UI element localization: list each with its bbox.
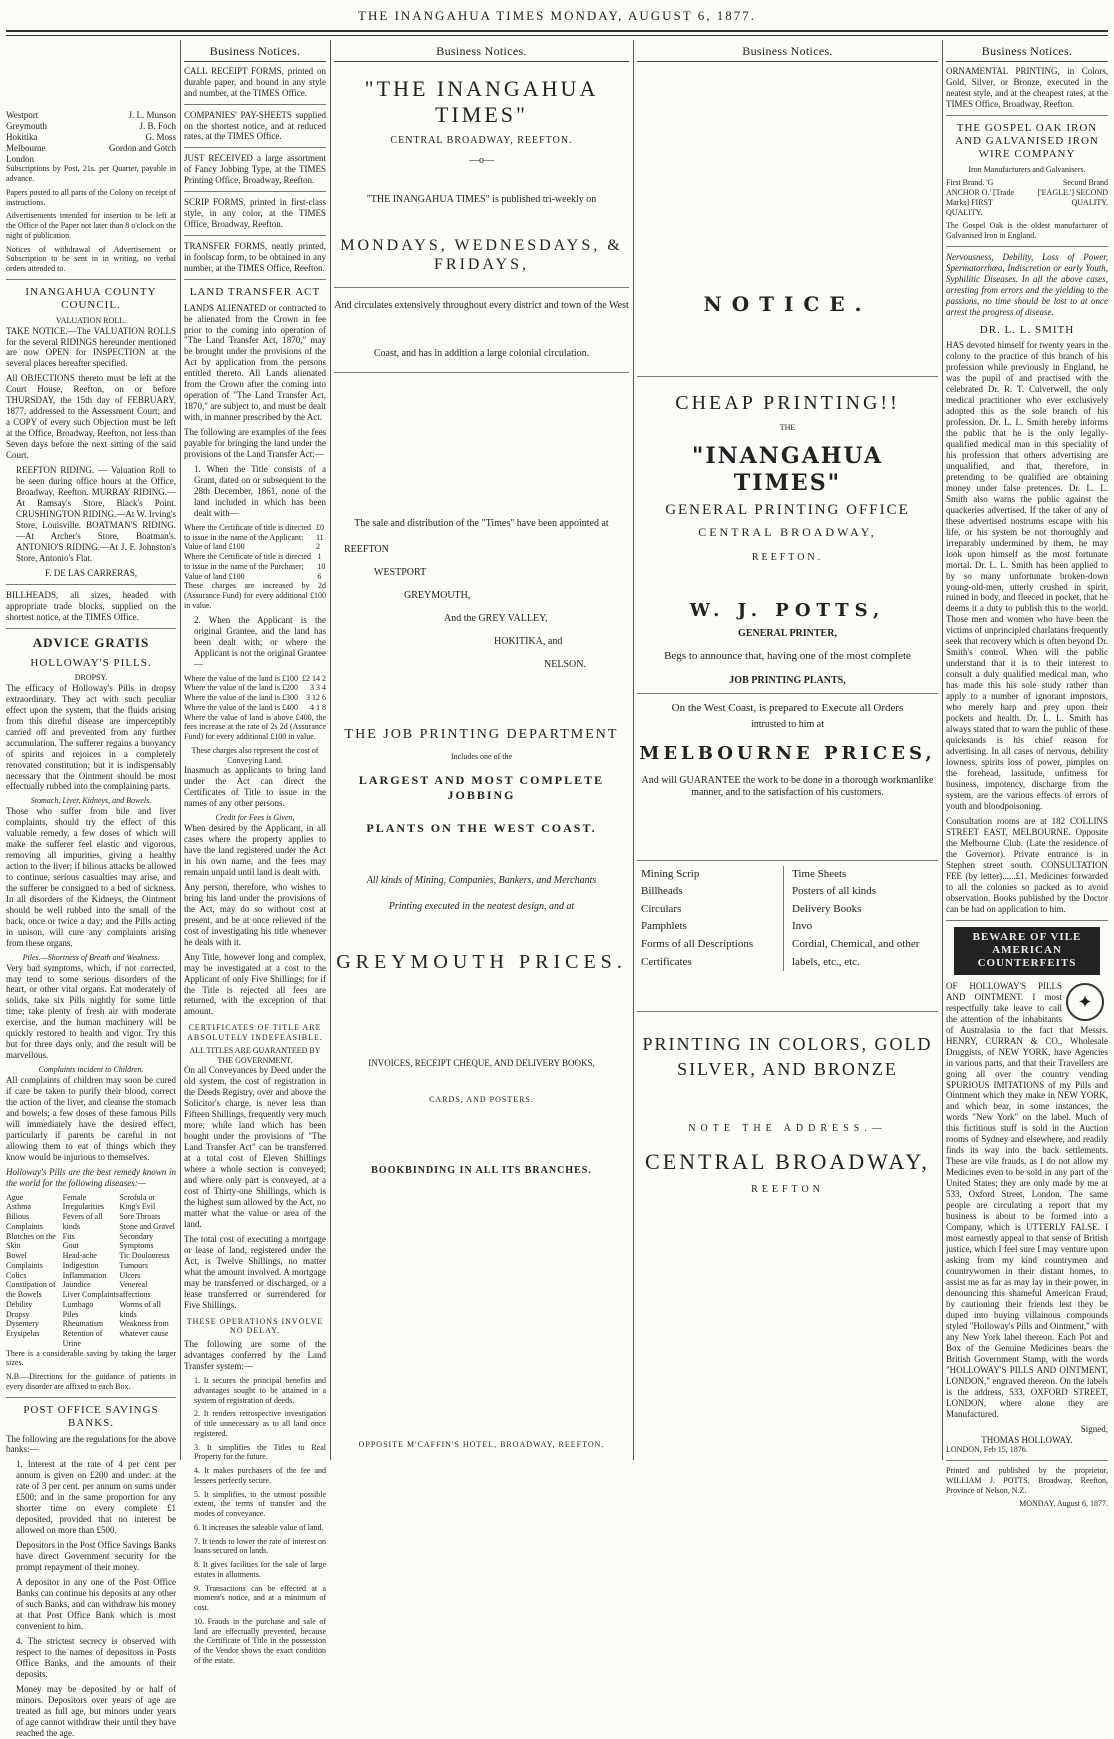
fee-amount: 3 3 4 [310, 683, 326, 693]
subscriptions-text: Subscriptions by Post, 21s. per Quarter, payable in advance. [6, 164, 176, 184]
fee-row [184, 683, 326, 693]
agent-town: Westport [6, 109, 39, 120]
central-broadway: CENTRAL BROADWAY, [698, 525, 877, 540]
printing-item: Cordial, Chemical, and other [792, 937, 920, 950]
disease-item: Head-ache [62, 1251, 97, 1261]
imprint-text: Printed and published by the proprietor, WILLIAM J. POTTS, Broadway, Reefton, Province of Nelson, N.Z. [946, 1466, 1108, 1495]
land-transfer-heading: LAND TRANSFER ACT [189, 286, 321, 299]
disease-item: Worms of all kinds [119, 1299, 161, 1319]
brand-row [946, 178, 1108, 217]
disease-item: Piles [62, 1309, 79, 1319]
begs-text: Begs to announce that, having one of the most complete [664, 650, 911, 663]
printing-item: Delivery Books [792, 902, 862, 915]
cards-text: CARDS, AND POSTERS. [429, 1094, 534, 1104]
guaranteed-text: On all Conveyances by Deed under the old system, the cost of registration in the Deeds Registry, over and above the Solicitor's charge, is never less than Fifteen Shillings, frequently very much more; while land which has been bought under the provisions of "The Land Transfer Act" can be transferred at a total cost of Eleven Shillings where a whole section is conveyed; and where only part is conveyed, at a cost of Thirty-one Shillings, which is the highest sum allowed by the Act, no matter what the value or area of the land. [184, 1065, 326, 1229]
mortgage-text: The total cost of executing a mortgage or lease of land, registered under the Act, is Twelve Shillings, no matter what the amount involved. A mortgage may be transferred or discharged, or a lease transferred or surrendered for Five Shillings. [184, 1233, 326, 1310]
regulation-item: 4. The strictest secrecy is observed with respect to the names of depositors in Posts Office Banks, and the amounts of their deposits. [16, 1635, 176, 1679]
agent-town: Greymouth [6, 120, 47, 131]
fee-row [184, 693, 326, 703]
disease-item: Constipation of the Bowels [6, 1280, 56, 1300]
disease-item: Female Irregularities [62, 1192, 104, 1212]
fee-amount: £2 14 2 [302, 673, 326, 683]
west-coast-text: On the West Coast, is prepared to Execute all Orders [671, 701, 904, 714]
council-signature: F. DE LAS CARRERAS, [44, 567, 138, 578]
times-address: CENTRAL BROADWAY, REEFTON. [390, 135, 573, 147]
printing-item: Pamphlets [641, 920, 687, 933]
fees-clause: 2. When the Applicant is the original Grantee, and the land has been dealt with; or where the Applicant is not the original Grantee— [194, 614, 326, 669]
fee-label: Where the Certificate of title is directed to issue in the name of the Purchaser; Value of land £100 [184, 552, 312, 581]
advantage-item: 5. It simplifies, to the utmost possible extent, the terms of transfer and the modes of conveyance. [194, 1489, 326, 1519]
disease-item: Inflammation [62, 1270, 107, 1280]
fee-row [184, 674, 326, 684]
papers-text: Papers posted to all parts of the Colony on receipt of instructions. [6, 187, 176, 207]
advantage-item: 7. It tends to lower the rate of interest on loans secured on lands. [194, 1536, 326, 1556]
sale-place: REEFTON [344, 544, 389, 556]
fee-row [184, 703, 326, 713]
sale-place: GREYMOUTH, [404, 590, 471, 602]
holloway-seal-icon: ✦ [1066, 983, 1104, 1021]
dropsy-text: The efficacy of Holloway's Pills in dropsy extraordinary. They act with such peculiar effect upon the system, that the fluids arising from this direful disease are imperceptibly carried off and prevented from any further accumulation. The sufferer regains a buoyancy of spirits and rejoices in a completely renovated constitution; but it is indispensably necessary that the Ointment should be most effectually rubbed into the complaining parts. [6, 682, 176, 792]
advantage-item: 4. It makes purchasers of the fee and lessees perfectly secure. [194, 1466, 326, 1485]
disease-item: Retention of Urine [62, 1329, 103, 1348]
ornamental-ad: ORNAMENTAL PRINTING, in Colors, Gold, Silver, or Bronze, executed in the neatest style, and at the cheapest rates, at the TIMES Office, Broadway, Reefton. [946, 65, 1108, 109]
stomach-text: Those who suffer from bile and liver complaints, should try the effect of this valuable remedy, a few doses of which will make the sufferer feel elastic and vigorous, removing all impurities, giving a healthy action to the liver; if bilious attacks be allowed to continue, serious casualties may arise, and the sufferer be consigned to a bed of sickness. In all disorders of the Kidneys, the Ointment should be well rubbed into the small of the back, once or twice a day; and the Pills acting in unison, will cure any complaints arising from these organs. [6, 806, 176, 948]
certificates-heading: CERTIFICATES OF TITLE ARE ABSOLUTELY INDEFEASIBLE. [187, 1023, 323, 1043]
times-title: "THE INANGAHUA TIMES" [364, 75, 599, 128]
disease-item: Rheumatism [62, 1319, 104, 1329]
disease-item: Venereal affections [119, 1280, 151, 1300]
column-heading: Business Notices. [334, 44, 629, 62]
valuation-heading: VALUATION ROLL. [55, 315, 127, 325]
fee-amount: 1 10 6 [317, 552, 326, 581]
column-divider [633, 40, 634, 1460]
agent-town: Melbourne [6, 142, 46, 153]
dropsy-heading: DROPSY. [74, 673, 108, 683]
printing-list [637, 866, 938, 972]
piles-text: Very bad symptoms, which, if not corrected, may tend to some serious disorders of the heart, or other vital organs. Eat moderately of solids, take six Pills nightly for some little time; take plenty of fresh air with moderate exercise, and the human machinery will be quickly restored to health and vigor. Try this but for three days only, and the result will be marvellous. [6, 962, 176, 1061]
sale-place: NELSON. [544, 659, 586, 671]
printing-item: Billheads [641, 885, 683, 898]
dr-smith-text: HAS devoted himself for twenty years in the colony to the practice of this branch of his profession while previously in England, he was the pupil of and practised with the celebrated Dr. R. T. Culverwell, the only medical practitioner who ever exclusively adopted this as the sole branch of his profession. Dr. L. L. Smith hereby informs the public that he is the only legally-qualified medical man in this speciality of his profession that others advertising are unqualified, and that, therefore, in pretending to be qualified are obtaining money under false pretences. Dr. L. L. Smith also warns the public against the quackeries advertised. If the taker of any of these advertised nostrums escape with his life, or his system be not thoroughly and irreparably undermined by them, he may look upon himself as the most fortunate mortal. Dr. L. L. Smith has been applied to by so many unfortunate broken-down young-old-men, utterly crushed in spirit, ruined in body, and fleeced in pocket, that he deems it a duty to publish this to the world. Those men and women who have been the victims of unprincipled charlatans frequently seek that recovery which is often beyond Dr. Smith's control. When will the public understand that it is to their interest to consult a duly qualified medical man, who has made this his sole study rather than apply to a number of ignorant impostors, who merely harp and prey upon their pockets and health. Dr. L. L. Smith has always stated that to warn the public of these quicksands is his chief reason for advertising. In all cases of nervous, debility lowness, spirits loss of power, pimples on the forehead, lassitude, unfitness for business, impotency, discharge from the system, are the various effects of errors of youth and bloodpoisoning. [946, 340, 1108, 811]
consultation-text: Consultation rooms are at 182 COLLINS STREET EAST, MELBOURNE. Opposite the Melbourne Club. (Late the residence of the Governor). Private entrance is in Stephen street south. CONSULTATION FEE (by letter)......£1. Medicines forwarded to all the colonies so packed as to avoid observation. Books published by the Doctor can be had on application to him. [946, 815, 1108, 914]
signed-label: Signed, [1080, 1423, 1108, 1434]
printing-item: Invo [792, 920, 813, 933]
inasmuch-text: Inasmuch as applicants to bring land under the Act can direct the Certificates of Title to issue in the names of any other persons. [184, 765, 326, 809]
operations-intro: The following are some of the advantages conferred by the Land Transfer system:— [184, 1339, 326, 1372]
masthead-rule [6, 30, 1108, 32]
disease-item: Fevers of all kinds [62, 1212, 103, 1231]
disease-item: Indigestion [62, 1260, 99, 1270]
disease-item: Tumours [119, 1260, 148, 1270]
footer-address: OPPOSITE M'CAFFIN'S HOTEL, BROADWAY, REEFTON. [358, 1440, 605, 1450]
printing-item: Certificates [641, 955, 692, 968]
column-heading: Business Notices. [946, 44, 1108, 62]
column-divider [942, 40, 943, 1460]
disease-item: Ague [6, 1192, 24, 1202]
beware-banner: BEWARE OF VILE AMERICAN COUNTERFEITS [954, 927, 1100, 975]
potts-heading: W. J. POTTS, [689, 599, 886, 621]
brand-first: First Brand. 'G ANCHOR O.' [Trade Marks] FIRST QUALITY. [946, 178, 1015, 217]
adverts-text: Advertisements intended for insertion to be left at the Office of the Paper not later than 8 o'clock on the night of publication. [6, 211, 176, 240]
fee-amount: 3 12 6 [306, 693, 326, 703]
children-text: All complaints of children may soon be cured if care be taken to purify their blood, correct the action of the liver, and cleanse the stomach and bowels; a few doses of these famous Pills will immediately have the desired effect, particularly if parents be careful in not allowing them to eat of things which they know would be injurious to themselves. [6, 1075, 176, 1162]
children-heading: Complaints incident to Children. [38, 1065, 144, 1075]
disease-item: Ulcers [119, 1270, 141, 1280]
holloway-signature: THOMAS HOLLOWAY. [981, 1434, 1073, 1445]
coast-text: Coast, and has in addition a large colonial circulation. [373, 348, 590, 360]
printing-item: Posters of all kinds [792, 885, 877, 898]
disease-item: Gout [62, 1241, 79, 1251]
disease-item: Erysipelas [6, 1329, 40, 1339]
melbourne-prices: MELBOURNE PRICES, [639, 743, 936, 765]
operations-heading: THESE OPERATIONS INVOLVE NO DELAY. [186, 1316, 324, 1336]
disease-item: Dysentery [6, 1319, 39, 1329]
note-address: NOTE THE ADDRESS.— [688, 1122, 887, 1134]
advantage-item: 9. Transactions can be effected at a moment's notice, and at a minimum of cost. [194, 1583, 326, 1613]
agent-town: Hokitika [6, 131, 38, 142]
fee-amount: 4 1 8 [310, 702, 326, 712]
agent-town: London [6, 153, 34, 164]
disease-item: Tic Douloureux [119, 1251, 170, 1261]
column-heading: Business Notices. [637, 44, 938, 62]
fee-label: Where the value of the land is £300 [184, 693, 298, 703]
general-printer: GENERAL PRINTER, [738, 627, 837, 639]
gospel-note: The Gospel Oak is the oldest manufacturer of Galvanised Iron in England. [946, 221, 1108, 241]
advantage-item: 10. Frauds in the purchase and sale of land are effectually prevented, because the Certificate of Title in the possession of the Vendor shows the exact condition of the estate. [194, 1616, 326, 1665]
disease-item: Weakness from whatever cause [119, 1319, 169, 1339]
disease-item: Lumbago [62, 1299, 94, 1309]
disease-item: Bilious Complaints [6, 1212, 43, 1231]
nb-text: N.B.—Directions for the guidance of patients in every disorder are affixed to each Box. [6, 1372, 176, 1391]
council-heading: INANGAHUA COUNTY COUNCIL. [25, 285, 157, 312]
regulation-item: Depositors in the Post Office Savings Banks have direct Government security for the prompt repayment of their money. [16, 1540, 176, 1573]
disease-item: Sore Throats [119, 1212, 161, 1222]
times-name: "INANGAHUA TIMES" [691, 443, 884, 496]
sale-places [334, 538, 629, 676]
agent-name: J. B. Foch [139, 120, 176, 131]
disease-item: Liver Complaints [62, 1290, 119, 1300]
printing-item: Mining Scrip [641, 867, 700, 880]
fee-row [184, 523, 326, 552]
credit-heading: Credit for Fees is Given, [215, 813, 295, 823]
reefton-footer: REEFTON [751, 1183, 824, 1195]
advantage-item: 3. It simplifies the Titles to Real Property for the future. [194, 1442, 326, 1462]
take-notice-text: TAKE NOTICE.—The VALUATION ROLLS for the several RIDINGS hereunder mentioned are now OPEN for INSPECTION at the several places hereafter specified. [6, 325, 176, 369]
regs-intro: The following are the regulations for the above banks:— [6, 1433, 176, 1455]
agents-list [6, 110, 176, 165]
disease-item: Dropsy [6, 1309, 30, 1319]
printing-item: Time Sheets [792, 867, 847, 880]
imprint-date: MONDAY, August 6, 1877. [1019, 1499, 1108, 1509]
fee-label: Where the value of the land is £200 [184, 683, 298, 693]
disease-item: Blotches on the Skin [6, 1231, 56, 1251]
notice-heading: NOTICE. [703, 291, 872, 316]
column-1 [6, 44, 176, 1738]
circulates-text: And circulates extensively throughout every district and town of the West [334, 299, 629, 311]
published-text: "THE INANGAHUA TIMES" is published tri-weekly on [366, 193, 597, 205]
job-plants-text: JOB PRINTING PLANTS, [729, 675, 846, 687]
includes-text: Includes one of the [450, 751, 513, 761]
column-4 [637, 44, 938, 1456]
piles-heading: Piles.—Shortness of Breath and Weakness. [22, 952, 160, 962]
fee-label: Where the value of the land is £400 [184, 702, 298, 712]
printing-item: labels, etc., etc. [792, 955, 860, 968]
counterfeit-text: OF HOLLOWAY'S PILLS AND OINTMENT. I most respectfully take leave to call the attention of the inhabitants of Australasia to the fact that Messrs. HENRY, CURRAN & CO., Wholesale Druggists, of NEW YORK, have Agencies in various parts, and that their Travellers are going all over the country vending SPURIOUS IMITATIONS of my Pills and Ointment which they make in NEW YORK, and which bear, in some instances, the words "New York" on the label. Much of this fictitious stuff is sold in the Auction rooms of Sydney and elsewhere, and readily finds its way into the back settlements. These are vile frauds, as I do not allow my Medicines even to be sold in any part of the United States; they are only made by me at 533, Oxford Street, London. The same people are circulating a report that my business is about to be formed into a Company, which is UTTERLY FALSE. I most earnestly appeal to that sense of British justice, which I feel sure I may venture upon asking from my kind countrymen and countrywomen in their distant homes, to assist me as far as may lay in their power, in denouncing this shameful American Fraud, by cautioning their friends lest they be duped into buying villainous compounds styled "Holloway's Pills and Ointment," with any New York label thereon. Each Pot and Box of the Genuine Medicines bears the British Government Stamp, with the words "HOLLOWAY'S PILLS AND OINTMENT, LONDON," engraved thereon. On the labels is the address, 533, OXFORD STREET, LONDON, where alone they are Manufactured. [946, 980, 1108, 1419]
disease-item: Secondary Symptoms [119, 1231, 154, 1251]
regulation-item: A depositor in any one of the Post Office Banks can continue his deposits at any other of such Banks, and can withdraw his money at that Post Office Bank which is most convenient to him. [16, 1577, 176, 1632]
any-person-text: Any person, therefore, who wishes to bring his land under the provisions of the Act, may do so without cost at present, and be at once relieved of the cost of investigating his title whenever he deals with it. [184, 881, 326, 947]
sale-place: And the GREY VALLEY, [444, 613, 548, 625]
disease-item: Stone and Gravel [119, 1221, 175, 1231]
gospel-oak-heading: THE GOSPEL OAK IRON AND GALVANISED IRON WIRE COMPANY [955, 121, 1099, 161]
guarantee-text: And will GUARANTEE the work to be done in a thorough workmanlike manner, and to the satisfaction of his customers. [641, 775, 934, 799]
fee-amount: £0 11 2 [315, 522, 324, 552]
kinds-text: All kinds of Mining, Companies, Bankers, and Merchants [366, 875, 597, 887]
credit-text: When desired by the Applicant, in all cases where the property applies to have the land registered under the Act in his own name, and the fees may remain unpaid until land is dealt with. [184, 822, 326, 877]
agent-name: G. Moss [145, 131, 176, 142]
disease-item: Fits [62, 1231, 75, 1241]
advantage-item: 8. It gives facilities for the sale of large estates in allotments. [194, 1560, 326, 1579]
bookbinding-text: BOOKBINDING IN ALL ITS BRANCHES. [371, 1164, 592, 1176]
printing-text: Printing executed in the neatest design, and at [388, 901, 575, 913]
column-5 [946, 44, 1108, 1509]
scrip-ad: SCRIP FORMS, printed in first-class style, in any color, at the TIMES Office, Broadway, Reefton. [184, 197, 326, 230]
printing-item: Circulars [641, 902, 682, 915]
column-divider [330, 40, 331, 1460]
regulation-item: Money may be deposited by or half of minors. Depositors over years of age are treated as full age, but minors under years of age cannot withdraw their until they have reached the age. [16, 1683, 176, 1738]
column-2 [184, 44, 326, 1665]
diseases-table [6, 1193, 176, 1349]
dr-smith-heading: DR. L. L. SMITH [979, 323, 1075, 336]
london-date: LONDON, Feb 15, 1876. [946, 1445, 1028, 1455]
ridings-text: REEFTON RIDING. — Valuation Roll to be seen during office hours at the Office, Broadway, Reefton. MURRAY RIDING.—At Ramsay's Store, Black's Point. CRUSHINGTON RIDING.—At W. Irving's Store, Louisville. BOATMAN'S RIDING.—At Archer's Store, Boatman's. ANTONIO'S RIDING.—At J. F. Johnston's Store, Antonio's Flat. [16, 465, 176, 563]
sale-text: The sale and distribution of the "Times" have been appointed at [354, 518, 609, 530]
objections-text: All OBJECTIONS thereto must be left at the Court House, Reefton, on or before THURSDAY, the 15th day of FEBRUARY, 1877, addressed to the Assessment Court; and a COPY of every such Objection must be left at the Office, Broadway, Reefton, not less than Seven days before the next sitting of the said Court. [6, 373, 176, 461]
fees-note: Where the value of land is above £400, the fees increase at the rate of 2s 2d (Assurance Fund) for every additional £100 in value. [184, 712, 326, 742]
nervous-text: Nervousness, Debility, Loss of Power, Spermatorrhœa, Indiscretion or early Youth, Syphilitic Diseases. In all the above cases, arresting from errors and the yielding to the passions, no time should be lost to at once arrest the progress of disease. [946, 251, 1108, 317]
fees-intro: The following are examples of the fees payable for bringing the land under the provisions of the Land Transfer Act:— [184, 427, 326, 460]
disease-item: Asthma [6, 1202, 31, 1212]
regulation-item: 1. Interest at the rate of 4 per cent per annum is given on £200 and under: at the rate of 3 per cent. per annum on sums under £500; and in the same proportion for any shorter time on every complete £1 deposited, provided that no interest be allowed on more than £500. [16, 1459, 176, 1536]
disease-item: Debility [6, 1299, 33, 1309]
column-heading: Business Notices. [184, 44, 326, 62]
agent-name: J. L. Munson [128, 109, 176, 120]
general-printing-office: GENERAL PRINTING OFFICE [665, 501, 910, 518]
reefton-text: REEFTON. [751, 551, 824, 563]
column-3: Business Notices. "THE INANGAHUA TIMES" CENTRAL BROADWAY, REEFTON. —o— "THE INANGAHUA TIMES" is published tri-weekly on MONDAYS, WEDNESDAYS, & FRIDAYS, And circulates extensively throughout every district and town of the West Coast, and has in addition a large colonial circulation. The sale and distribution of the "Times" have been appointed at REEFTON WESTPORT GREYMOUTH, And the GREY VALLEY, HOKITIKA, and NELSON. THE JOB PRINTING DEPARTMENT Includes one of the LARGEST AND MOST COMPLETE JOBBING PLANTS ON THE WEST COAST. All kinds of Mining, Companies, Bankers, and Merchants Printing executed in the neatest design, and at GREYMOUTH PRICES. INVOICES, RECEIPT CHEQUE, AND DELIVERY BOOKS, CARDS, AND POSTERS. BOOKBINDING IN ALL ITS BRANCHES. OPPOSITE M'CAFFIN'S HOTEL, BROADWAY, REEFTON. [334, 44, 629, 1450]
brand-second: Second Brand ['EAGLE.'] SECOND QUALITY. [1037, 178, 1108, 207]
the-text: THE [779, 423, 796, 433]
fee-label: Where the Certificate of title is directed to issue in the name of the Applicant: Value of land £100 [184, 522, 312, 552]
guaranteed-heading: ALL TITLES ARE GUARANTEED BY THE GOVERNMENT. [189, 1045, 321, 1065]
advantage-item: 2. It renders retrospective investigation of title unnecessary as to all land once registered. [194, 1409, 326, 1438]
transfer-forms-ad: TRANSFER FORMS, neatly printed, in foolscap form, to be obtained in any number, at the TIMES Office, Reefton. [184, 241, 326, 274]
days-text: MONDAYS, WEDNESDAYS, & FRIDAYS, [340, 236, 623, 274]
stomach-heading: Stomach, Liver, Kidneys, and Bowels. [30, 796, 152, 806]
holloway-heading: HOLLOWAY'S PILLS. [30, 656, 152, 669]
companies-ad: COMPANIES' PAY-SHEETS supplied on the shortest notice, and at reduced rates, at the TIMES Office. [184, 109, 326, 142]
fees-note: These charges also represent the cost of Conveying Land. [191, 745, 319, 765]
savings-bank-heading: POST OFFICE SAVINGS BANKS. [23, 1403, 159, 1430]
cheap-printing-heading: CHEAP PRINTING!! [675, 392, 900, 415]
largest-text: LARGEST AND MOST COMPLETE JOBBING [358, 773, 605, 802]
fees-clause: 1. When the Title consists of a Grant, dated on or subsequent to the 28th December, 1861, none of the land included in which has been dealt with— [194, 464, 326, 518]
disease-item: Colics [6, 1270, 27, 1280]
agent-name: Gordon and Gotch [109, 142, 176, 153]
disease-item: Jaundice [62, 1280, 91, 1290]
printing-colors: PRINTING IN COLORS, GOLD SILVER, AND BRONZE [642, 1034, 933, 1080]
saving-text: There is a considerable saving by taking the larger sizes. [6, 1348, 176, 1368]
invoices-text: INVOICES, RECEIPT CHEQUE, AND DELIVERY BOOKS, [368, 1057, 595, 1068]
greymouth-prices: GREYMOUTH PRICES. [336, 950, 627, 973]
column-divider [180, 40, 181, 1460]
gospel-sub: Iron Manufacturers and Galvanisers. [968, 164, 1086, 174]
land-transfer-text: LANDS ALIENATED or contracted to be alienated from the Crown in fee prior to the coming into operation of "The Land Transfer Act, 1870," may be brought under the provisions of the Act by application from the persons entitled thereto. All Lands alienated from the Crown after the coming into operation of "The Land Transfer Act, 1870," are subject to, and must be dealt with, in manner prescribed by the Act. [184, 302, 326, 423]
masthead: THE INANGAHUA TIMES MONDAY, AUGUST 6, 1877. [358, 8, 756, 23]
job-department-heading: THE JOB PRINTING DEPARTMENT [344, 727, 619, 743]
just-received-ad: JUST RECEIVED a large assortment of Fancy Jobbing Type, at the TIMES Printing Office, Broadway, Reefton. [184, 153, 326, 186]
plants-text: PLANTS ON THE WEST COAST. [366, 820, 597, 835]
disease-item: Scrofula or King's Evil [119, 1192, 156, 1212]
masthead-rule-thin [6, 35, 1108, 36]
notices-text: Notices of withdrawal of Advertisement or Subscription to be sent in in writing, no verbal orders attended to. [6, 244, 176, 274]
disease-item: Bowel Complaints [6, 1251, 43, 1270]
printing-item: Forms of all Descriptions [641, 937, 754, 950]
remedy-title: Holloway's Pills are the best remedy known in the world for the following diseases:— [6, 1166, 176, 1188]
fee-label: Where the value of the land is £100 [184, 673, 298, 683]
advice-gratis-heading: ADVICE GRATIS [32, 634, 150, 650]
fee-row [184, 552, 326, 581]
billheads-text: BILLHEADS, all sizes, headed with appropriate trade blocks, supplied on the shortest notice, at the TIMES Office. [6, 589, 176, 622]
intrusted-text: intrusted to him at [750, 719, 825, 731]
central-broadway-large: CENTRAL BROADWAY, [645, 1148, 930, 1174]
sale-place: HOKITIKA, and [494, 636, 563, 648]
any-title-text: Any Title, however long and complex, may be investigated at a cost to the Applicant of only Five Shillings; for if the Title is rejected all fees are returned, with the exception of that amount. [184, 951, 326, 1017]
advantage-item: 6. It increases the saleable value of land. [194, 1522, 324, 1532]
call-receipt-ad: CALL RECEIPT FORMS, printed on durable paper, and bound in any style and number, at the TIMES Office. [184, 65, 326, 98]
fees-note: These charges are increased by 2d (Assurance Fund) for every additional £100 in value. [184, 581, 326, 610]
advantage-item: 1. It secures the principal benefits and advantages sought to be attained in a system of registration of deeds. [194, 1376, 326, 1405]
sale-place: WESTPORT [374, 567, 427, 579]
